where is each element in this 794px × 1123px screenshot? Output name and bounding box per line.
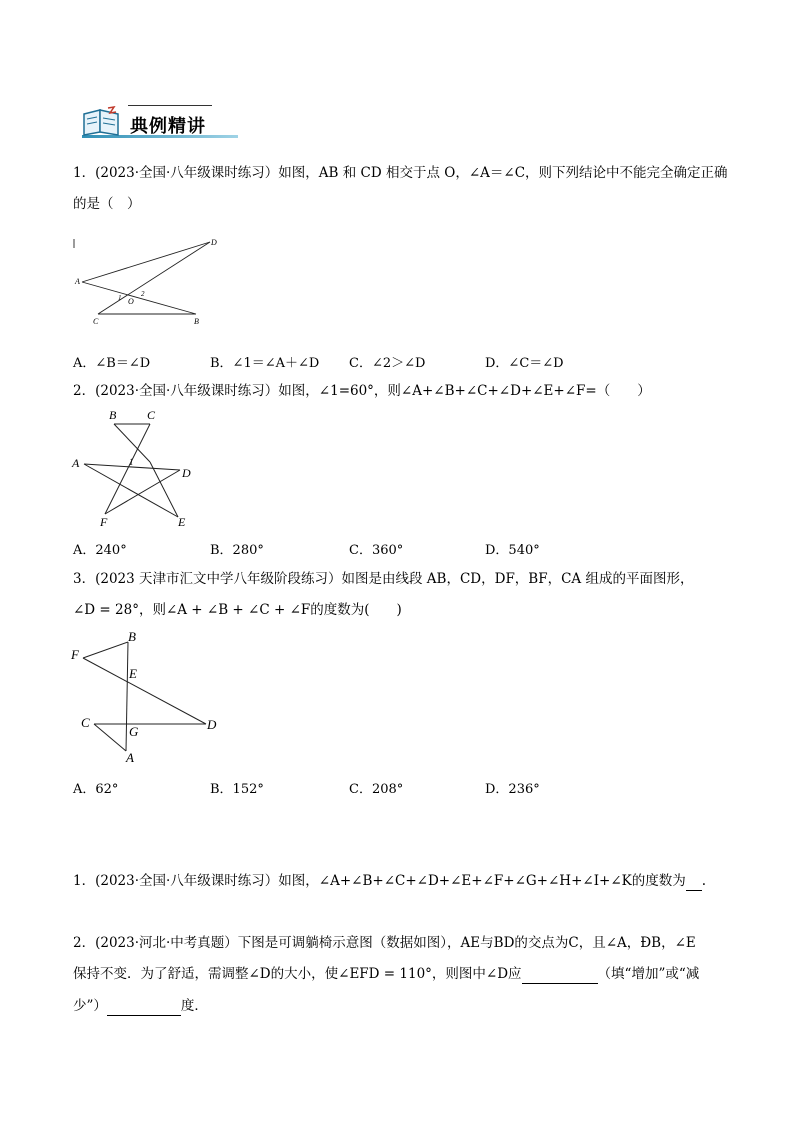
fill-in-2-line-3 (73, 996, 208, 1016)
fill-in-2-line-3-a: 少”） (73, 998, 107, 1014)
answer-blank-1[interactable] (686, 874, 702, 891)
label-D: D (182, 466, 191, 480)
option-d[interactable]: D．236° (485, 782, 540, 797)
fill-in-2-line-2-b: （填“增加”或“减 (597, 966, 700, 982)
figure-2 (70, 404, 210, 530)
question-3-line-2: ∠D = 28°，则∠A + ∠B + ∠C + ∠F的度数为( ) (73, 602, 402, 618)
label-C: C (93, 317, 99, 326)
label-A: A (75, 277, 80, 286)
label-A: A (126, 750, 134, 765)
question-3-line-1: 3．(2023 天津市汇文中学八年级阶段练习）如图是由线段 AB，CD，DF，BF，CA 组成的平面图形， (73, 571, 694, 587)
fill-in-2-line-2-a: 保持不变．为了舒适，需调整∠D的大小，使∠EFD = 110°，则图中∠D应 (73, 966, 522, 982)
option-a[interactable]: A．62° (73, 782, 119, 797)
question-2-line-1: 2．(2023·全国·八年级课时练习）如图，∠1=60°，则∠A+∠B+∠C+∠D+∠E+∠F=（ ） (73, 383, 651, 399)
label-F: F (71, 647, 79, 662)
heading-top-rule (128, 105, 212, 106)
answer-blank-3[interactable] (107, 999, 181, 1016)
figure-3 (68, 628, 228, 766)
option-a[interactable]: A．∠B＝∠D (73, 356, 151, 371)
label-A: A (72, 456, 80, 470)
label-1: 1 (118, 294, 122, 302)
option-c[interactable]: C．∠2＞∠D (349, 356, 426, 371)
label-D: D (207, 717, 217, 732)
fill-in-2-line-1: 2．(2023·河北·中考真题）下图是可调躺椅示意图（数据如图），AE与BD的交点为C，且∠A，ÐB，∠E (73, 935, 696, 951)
question-1-line-2: 的是（ ） (73, 196, 141, 212)
question-1-line-1: 1．(2023·全国·八年级课时练习）如图，AB 和 CD 相交于点 O，∠A＝∠C，则下列结论中不能完全确定正确 (73, 165, 728, 181)
label-E: E (129, 666, 137, 681)
label-G: G (129, 724, 139, 739)
fill-in-1 (73, 871, 706, 891)
label-D: D (211, 238, 217, 247)
label-C: C (147, 408, 156, 422)
figure-1 (70, 236, 230, 328)
label-1: 1 (129, 457, 134, 467)
option-d[interactable]: D．∠C＝∠D (485, 356, 564, 371)
option-b[interactable]: B．152° (210, 782, 264, 797)
option-b[interactable]: B．∠1＝∠A＋∠D (210, 356, 320, 371)
fill-in-2-line-2 (73, 964, 699, 984)
label-B: B (128, 629, 136, 644)
fill-in-1-text: 1．(2023·全国·八年级课时练习）如图，∠A+∠B+∠C+∠D+∠E+∠F+∠G+∠H+∠I+∠K的度数为 (73, 873, 686, 889)
label-B: B (194, 317, 199, 326)
label-B: B (109, 408, 117, 422)
option-c[interactable]: C．360° (349, 543, 404, 558)
option-a[interactable]: A．240° (73, 543, 127, 558)
fill-in-1-end: . (701, 873, 707, 889)
section-title: 典例精讲 (130, 116, 206, 137)
label-F: F (100, 515, 108, 529)
label-E: E (178, 515, 186, 529)
book-icon (82, 106, 122, 136)
label-C: C (81, 715, 90, 730)
option-d[interactable]: D．540° (485, 543, 540, 558)
option-c[interactable]: C．208° (349, 782, 404, 797)
answer-blank-2[interactable] (522, 967, 598, 984)
fill-in-2-line-3-b: 度． (180, 998, 208, 1014)
label-O: O (128, 297, 134, 306)
label-2: 2 (141, 290, 145, 298)
section-heading (80, 102, 220, 138)
option-b[interactable]: B．280° (210, 543, 264, 558)
